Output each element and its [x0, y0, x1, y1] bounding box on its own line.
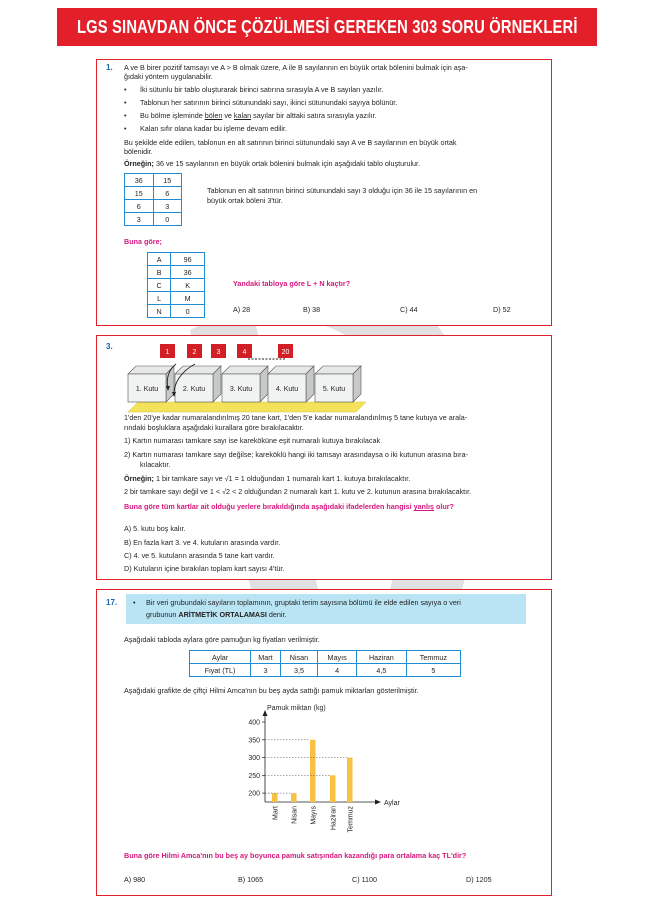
bullet-icon: • [124, 98, 127, 107]
table-cell: A [148, 253, 171, 266]
q1-option-b[interactable]: B) 38 [303, 305, 321, 314]
q17-table-intro: Aşağıdaki tabloda aylara göre pamuğun kg fiyatları verilmiştir. [124, 635, 320, 644]
table-header-cell: Mayıs [318, 651, 357, 664]
table-row [190, 664, 461, 677]
table-cell: M [171, 292, 205, 305]
q3-question-text [124, 502, 454, 512]
q17-info-post: denir. [266, 610, 287, 619]
box-4-label: 4. Kutu [275, 386, 299, 393]
q17-option-b[interactable]: B) 1065 [238, 875, 264, 884]
table-cell: 96 [171, 253, 205, 266]
bar-mart [272, 793, 278, 802]
q1-intro-line2: ğıdaki yöntem uygulanabilir. [124, 72, 213, 81]
q1-bullet-2-text: Tablonun her satırının birinci sütunundaki sayı, ikinci sütunundaki sayıya bölünür. [140, 98, 398, 107]
table-cell: 5 [406, 664, 460, 677]
table-cell: 3,5 [280, 664, 317, 677]
box-2-label: 2. Kutu [182, 386, 206, 393]
card-3-label: 3 [216, 349, 221, 356]
q3-rule-2-line1: 2) Kartın numarası tamkare sayı değilse; kareköklü hangi iki tamsayı arasındaysa o iki kutunun arasına bıra- [124, 450, 468, 459]
q1-example-text: 36 ve 15 sayılarının en büyük ortak bölenini bulmak için aşağıdaki tablo oluşturulur. [153, 159, 421, 168]
q3-question-pre: Buna göre tüm kartlar ait olduğu yerlere bırakıldığında aşağıdaki ifadelerden hangisi [124, 502, 414, 511]
q1-bullet-2 [124, 98, 398, 108]
q3-example-1 [124, 474, 410, 484]
table-row [148, 305, 205, 318]
bar-haziran [330, 775, 336, 802]
y-tick-label: 300 [248, 755, 260, 763]
shelf-base [128, 402, 366, 412]
table-header-row [190, 651, 461, 664]
y-axis-label: Pamuk miktarı (kg) [267, 705, 326, 712]
box-5-label: 5. Kutu [322, 386, 346, 393]
box-3-label: 3. Kutu [229, 386, 253, 393]
table-header-cell: Nisan [280, 651, 317, 664]
q1-bullet-1 [124, 85, 384, 95]
q1-example [124, 159, 420, 169]
question-1-number: 1. [106, 63, 113, 72]
x-tick-label-temmuz: Temmuz [347, 806, 355, 833]
q17-price-table [189, 650, 461, 677]
q17-info-bold: ARİTMETİK ORTALAMASI [178, 610, 267, 619]
table-row [148, 253, 205, 266]
table-cell: 36 [125, 174, 154, 187]
q3-option-b[interactable]: B) En fazla kart 3. ve 4. kutuların arasında vardır. [124, 538, 281, 547]
q3-option-a[interactable]: A) 5. kutu boş kalır. [124, 524, 186, 533]
q17-option-c[interactable]: C) 1100 [352, 875, 378, 884]
q1-example-table [124, 173, 182, 226]
box-1-label: 1. Kutu [135, 386, 159, 393]
table-row [125, 174, 182, 187]
card-20-label: 20 [281, 349, 290, 356]
table-cell: 3 [125, 213, 154, 226]
q1-paragraph-line2: bölenidir. [124, 147, 153, 156]
table-row [125, 200, 182, 213]
table-header-cell: Haziran [357, 651, 407, 664]
bullet-icon: • [124, 111, 127, 120]
q1-table-note-line2: büyük ortak böleni 3'tür. [207, 196, 283, 205]
x-tick-label-mart: Mart [272, 806, 280, 820]
page-title: LGS SINAVDAN ÖNCE ÇÖZÜLMESİ GEREKEN 303 SORU ÖRNEKLERİ [76, 16, 578, 37]
table-header-cell: Mart [251, 651, 281, 664]
q3-example-label: Örneğin; [124, 474, 154, 483]
table-cell: 6 [153, 187, 182, 200]
q1-option-c[interactable]: C) 44 [400, 305, 418, 314]
table-header-cell: Aylar [190, 651, 251, 664]
table-cell: 0 [171, 305, 205, 318]
bullet-icon: • [124, 85, 127, 94]
q1-bullet-3-mid: ve [222, 111, 234, 120]
q1-bullet-4-text: Kalan sıfır olana kadar bu işleme devam edilir. [140, 124, 288, 133]
q1-intro-line1: A ve B birer pozitif tamsayı ve A > B olmak üzere, A ile B sayılarının en büyük ortak bölenini bulmak için aşa- [124, 63, 468, 72]
q17-info-pre: grubunun [146, 610, 179, 619]
table-cell: 0 [153, 213, 182, 226]
x-tick-label-nisan: Nisan [291, 806, 299, 824]
q1-bullet-4 [124, 124, 288, 134]
question-17-number: 17. [106, 598, 118, 607]
q1-option-a[interactable]: A) 28 [233, 305, 251, 314]
q1-bullet-3 [124, 111, 377, 121]
table-cell: 6 [125, 200, 154, 213]
table-cell: 15 [125, 187, 154, 200]
q17-graph-intro: Aşağıdaki grafikte de çiftçi Hilmi Amca'nın bu beş ayda sattığı pamuk miktarları gösterilmiştir. [124, 686, 419, 695]
q1-example-label: Örneğin; [124, 159, 154, 168]
q1-bullet-3-post: sayılar bir alttaki satıra sırasıyla yazılır. [251, 111, 377, 120]
page-header [57, 8, 597, 46]
q3-boxes-illustration [120, 340, 380, 414]
q1-buna-gore: Buna göre; [124, 237, 162, 246]
bar-mayıs [310, 740, 316, 802]
q17-question-text: Buna göre Hilmi Amca'nın bu beş ay boyunca pamuk satışından kazandığı para ortalama kaç TL'dir? [124, 851, 467, 860]
table-header-cell: Temmuz [406, 651, 460, 664]
y-tick-label: 400 [248, 719, 260, 727]
q3-rule-1: 1) Kartın numarası tamkare sayı ise kareköküne eşit numaralı kutuya bırakılacak [124, 436, 381, 445]
q1-question-table [147, 252, 205, 318]
q17-option-a[interactable]: A) 980 [124, 875, 146, 884]
q1-question-text: Yandaki tabloya göre L + N kaçtır? [233, 279, 351, 288]
q3-option-d[interactable]: D) Kutuların içine bırakılan toplam kart sayısı 4'tür. [124, 564, 285, 573]
q1-bullet-1-text: İki sütunlu bir tablo oluşturarak birinci satırına sırasıyla A ve B sayıları yazılır. [140, 85, 384, 94]
q1-option-d[interactable]: D) 52 [493, 305, 511, 314]
table-row [148, 266, 205, 279]
y-tick-label: 200 [248, 790, 260, 798]
card-4-label: 4 [242, 349, 247, 356]
y-tick-label: 350 [248, 737, 260, 745]
q3-example-1-text: 1 bir tamkare sayı ve √1 = 1 olduğundan 1 numaralı kart 1. kutuya bırakılacaktır. [153, 474, 411, 483]
x-axis-arrow-icon [375, 800, 381, 805]
table-cell: K [171, 279, 205, 292]
table-row [125, 213, 182, 226]
y-tick-label: 250 [248, 772, 260, 780]
table-cell: 3 [251, 664, 281, 677]
q17-option-d[interactable]: D) 1205 [466, 875, 492, 884]
table-cell: N [148, 305, 171, 318]
table-cell: B [148, 266, 171, 279]
q1-bullet-3-bolen: bölen [204, 111, 223, 120]
q1-bullet-3-pre: Bu bölme işleminde [140, 111, 205, 120]
q3-rule-2-line2: kılacaktır. [140, 460, 171, 469]
table-cell: Fiyat (TL) [190, 664, 251, 677]
q3-example-2: 2 bir tamkare sayı değil ve 1 < √2 < 2 olduğundan 2 numaralı kart 1. kutu ve 2. kutunun arasına bırakılacaktır. [124, 487, 472, 496]
q3-option-c[interactable]: C) 4. ve 5. kutuların arasında 5 tane kart vardır. [124, 551, 275, 560]
q3-question-underlined: yanlış [413, 502, 434, 511]
x-tick-label-haziran: Haziran [330, 806, 338, 831]
x-axis-label: Aylar [384, 800, 400, 807]
x-tick-label-mayıs: Mayıs [310, 806, 318, 825]
table-cell: C [148, 279, 171, 292]
q17-info-line2 [146, 610, 286, 620]
q3-paragraph-line1: 1'den 20'ye kadar numaralandırılmış 20 tane kart, 1'den 5'e kadar numaralandırılmış 5 tane kutuya ve arala- [124, 413, 468, 422]
table-cell: 4,5 [357, 664, 407, 677]
table-row [148, 279, 205, 292]
bar-nisan [291, 793, 297, 802]
q3-paragraph-line2: rındaki boşluklara aşağıdaki kurallara göre bırakılacaktır. [124, 423, 304, 432]
card-2-label: 2 [192, 349, 197, 356]
q17-bar-chart [220, 700, 420, 845]
bullet-icon: • [133, 598, 136, 607]
q17-info-line1 [133, 598, 461, 608]
table-row [125, 187, 182, 200]
q1-paragraph-line1: Bu şekilde elde edilen, tablonun en alt satırının birinci sütunundaki sayı A ve B sayılarının en büyük ortak [124, 138, 457, 147]
q1-table-note-line1: Tablonun en alt satırının birinci sütunundaki sayı 3 olduğu için 36 ile 15 sayılarının en [207, 186, 478, 195]
table-row [148, 292, 205, 305]
card-1-label: 1 [165, 349, 170, 356]
table-cell: 36 [171, 266, 205, 279]
table-cell: 15 [153, 174, 182, 187]
bullet-icon: • [124, 124, 127, 133]
table-cell: L [148, 292, 171, 305]
question-3-number: 3. [106, 342, 113, 351]
table-cell: 4 [318, 664, 357, 677]
q3-question-post: olur? [433, 502, 454, 511]
bar-temmuz [347, 758, 353, 802]
q17-info-line1-text: Bir veri grubundaki sayıların toplamının, gruptaki terim sayısına bölümü ile elde edilen sayıya o veri [146, 598, 461, 607]
table-cell: 3 [153, 200, 182, 213]
q1-bullet-3-kalan: kalan [233, 111, 252, 120]
